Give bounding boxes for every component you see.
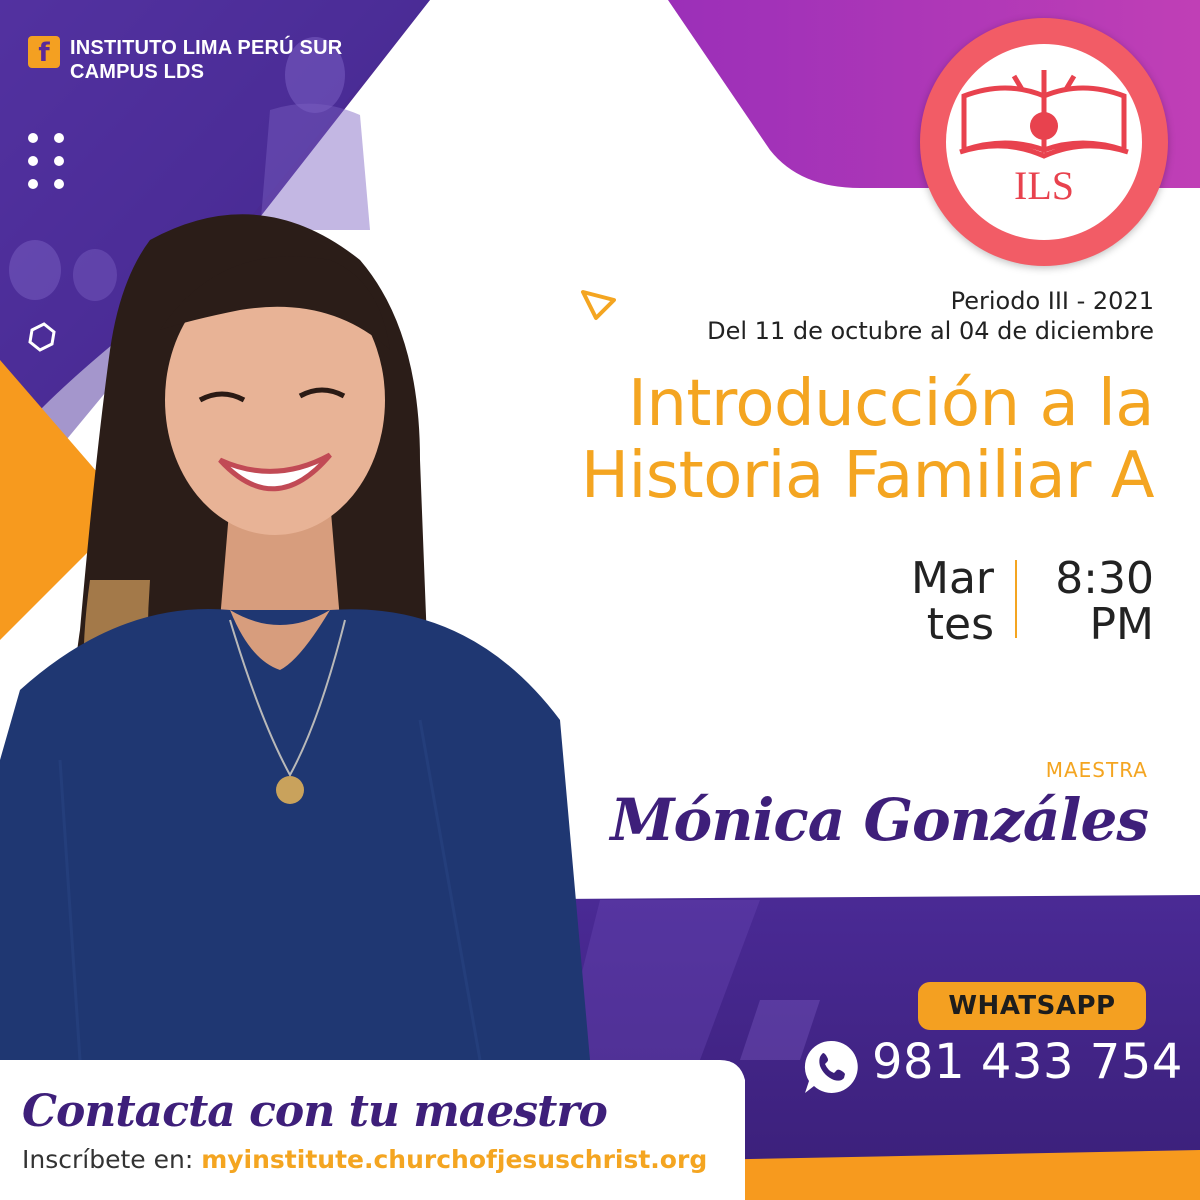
institute-name-line2: CAMPUS LDS [70,61,205,83]
enroll-url[interactable]: myinstitute.churchofjesuschrist.org [201,1145,708,1174]
whatsapp-badge[interactable]: WHATSAPP [918,982,1146,1030]
date-range: Del 11 de octubre al 04 de diciembre [707,317,1154,345]
phone-number[interactable]: 981 433 754 [872,1034,1183,1090]
schedule-divider [1015,560,1017,638]
whatsapp-icon[interactable] [802,1038,860,1096]
institute-name [70,36,342,84]
contact-headline: Contacta con tu maestro [22,1086,607,1137]
course-title [581,368,1154,512]
schedule-time-line2: PM [1089,599,1154,650]
logo-text: ILS [1014,163,1074,208]
teacher-label: MAESTRA [1045,758,1148,782]
schedule-day [910,553,994,650]
enroll-prefix: Inscríbete en: [22,1145,194,1174]
period-label: Periodo III - 2021 [950,287,1154,315]
period-info [707,286,1154,346]
open-book-sunburst-icon [956,66,1132,166]
schedule-day-line1: Mar [910,553,994,604]
enroll-line [22,1145,707,1174]
institute-name-line1: INSTITUTO LIMA PERÚ SUR [70,37,343,59]
course-title-line1: Introducción a la [627,367,1154,441]
facebook-icon[interactable]: f [28,36,60,68]
teacher-name: Mónica Gonzáles [610,786,1148,854]
teacher-photo [0,200,600,1060]
course-title-line2: Historia Familiar A [580,439,1154,513]
schedule-day-line2: tes [926,599,994,650]
schedule-time-line1: 8:30 [1055,553,1154,604]
schedule-time [1055,553,1154,650]
